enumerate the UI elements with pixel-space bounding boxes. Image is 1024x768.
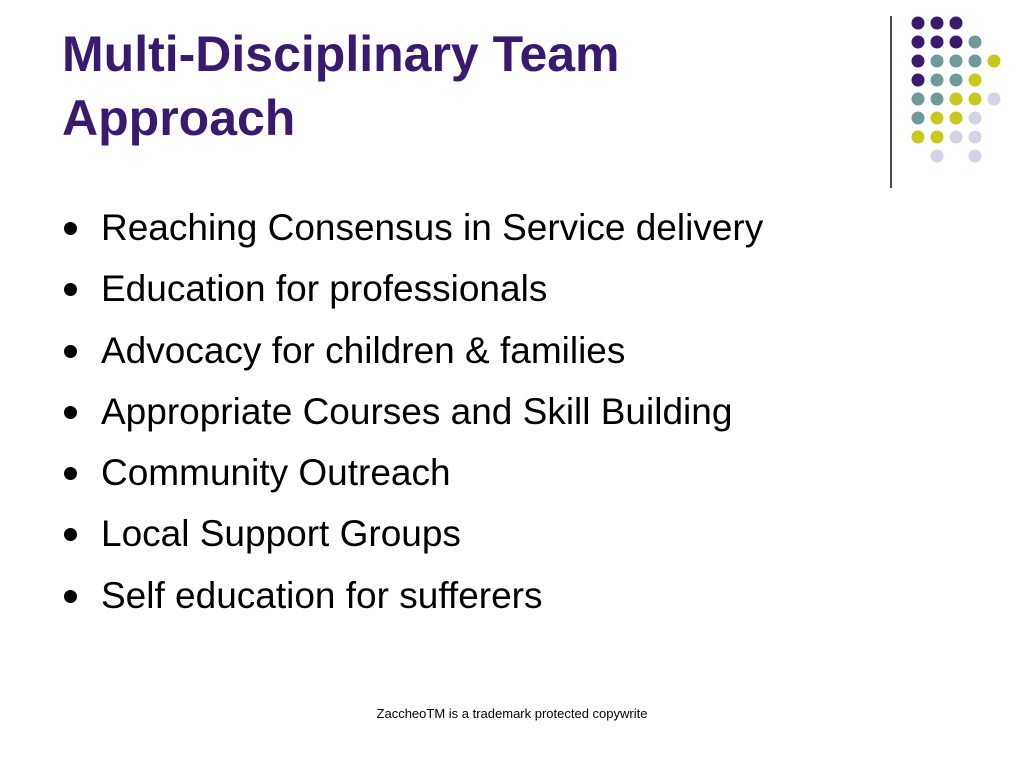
- bullet-text: Reaching Consensus in Service delivery: [101, 207, 764, 248]
- decorative-dot-yellow: [950, 93, 963, 106]
- bullet-icon: [64, 590, 77, 603]
- decorative-dot-purple: [912, 74, 925, 87]
- bullet-item-advocacy: [62, 320, 902, 381]
- decorative-dot-purple: [912, 55, 925, 68]
- decorative-dot-purple: [912, 17, 925, 30]
- bullet-item-consensus: [62, 197, 902, 258]
- decorative-dot-teal: [912, 93, 925, 106]
- slide-title-line-1: Multi-Disciplinary Team: [62, 26, 620, 82]
- bullet-list: [62, 197, 902, 626]
- decorative-dot-teal: [969, 55, 982, 68]
- decorative-dot-yellow: [912, 131, 925, 144]
- decorative-dot-purple: [912, 36, 925, 49]
- decorative-dot-purple: [950, 36, 963, 49]
- decorative-dot-yellow: [969, 74, 982, 87]
- decorative-dot-lavender: [969, 131, 982, 144]
- bullet-icon: [64, 467, 77, 480]
- bullet-icon: [64, 283, 77, 296]
- bullet-icon: [64, 528, 77, 541]
- decorative-dot-yellow: [988, 55, 1001, 68]
- decorative-dot-purple: [931, 17, 944, 30]
- slide-title: [62, 22, 862, 150]
- bullet-text: Community Outreach: [101, 452, 451, 494]
- bullet-text: Local Support Groups: [101, 513, 461, 555]
- decorative-dot-teal: [969, 36, 982, 49]
- decorative-dot-teal: [931, 55, 944, 68]
- decorative-dot-teal: [950, 55, 963, 68]
- bullet-item-courses: [62, 381, 902, 442]
- decorative-dot-teal: [950, 74, 963, 87]
- decorative-dot-yellow: [969, 93, 982, 106]
- bullet-item-support-groups: [62, 503, 902, 564]
- footer-copyright: ZaccheoTM is a trademark protected copywrite: [376, 706, 648, 721]
- bullet-icon: [64, 406, 77, 419]
- bullet-text: Education for professionals: [101, 268, 548, 310]
- bullet-text: Advocacy for children & families: [101, 329, 626, 371]
- decorative-dot-yellow: [931, 131, 944, 144]
- decorative-dot-purple: [950, 17, 963, 30]
- decorative-dot-lavender: [969, 112, 982, 125]
- decorative-dot-yellow: [950, 112, 963, 125]
- bullet-item-outreach: [62, 442, 902, 503]
- decorative-dot-grid: [900, 10, 1010, 170]
- decorative-dot-purple: [931, 36, 944, 49]
- slide-title-line-2: Approach: [62, 90, 296, 146]
- decorative-dot-lavender: [969, 150, 982, 163]
- decorative-dot-teal: [931, 93, 944, 106]
- vertical-divider: [890, 16, 892, 188]
- bullet-icon: [64, 222, 77, 235]
- bullet-text: Appropriate Courses and Skill Building: [101, 390, 733, 432]
- decorative-dot-lavender: [931, 150, 944, 163]
- decorative-dot-teal: [912, 112, 925, 125]
- bullet-item-education: [62, 258, 902, 319]
- bullet-item-self-education: [62, 565, 902, 626]
- decorative-dot-teal: [931, 74, 944, 87]
- decorative-dot-lavender: [950, 131, 963, 144]
- decorative-dot-yellow: [931, 112, 944, 125]
- decorative-dot-lavender: [988, 93, 1001, 106]
- bullet-text: Self education for sufferers: [101, 574, 543, 616]
- bullet-icon: [64, 345, 77, 358]
